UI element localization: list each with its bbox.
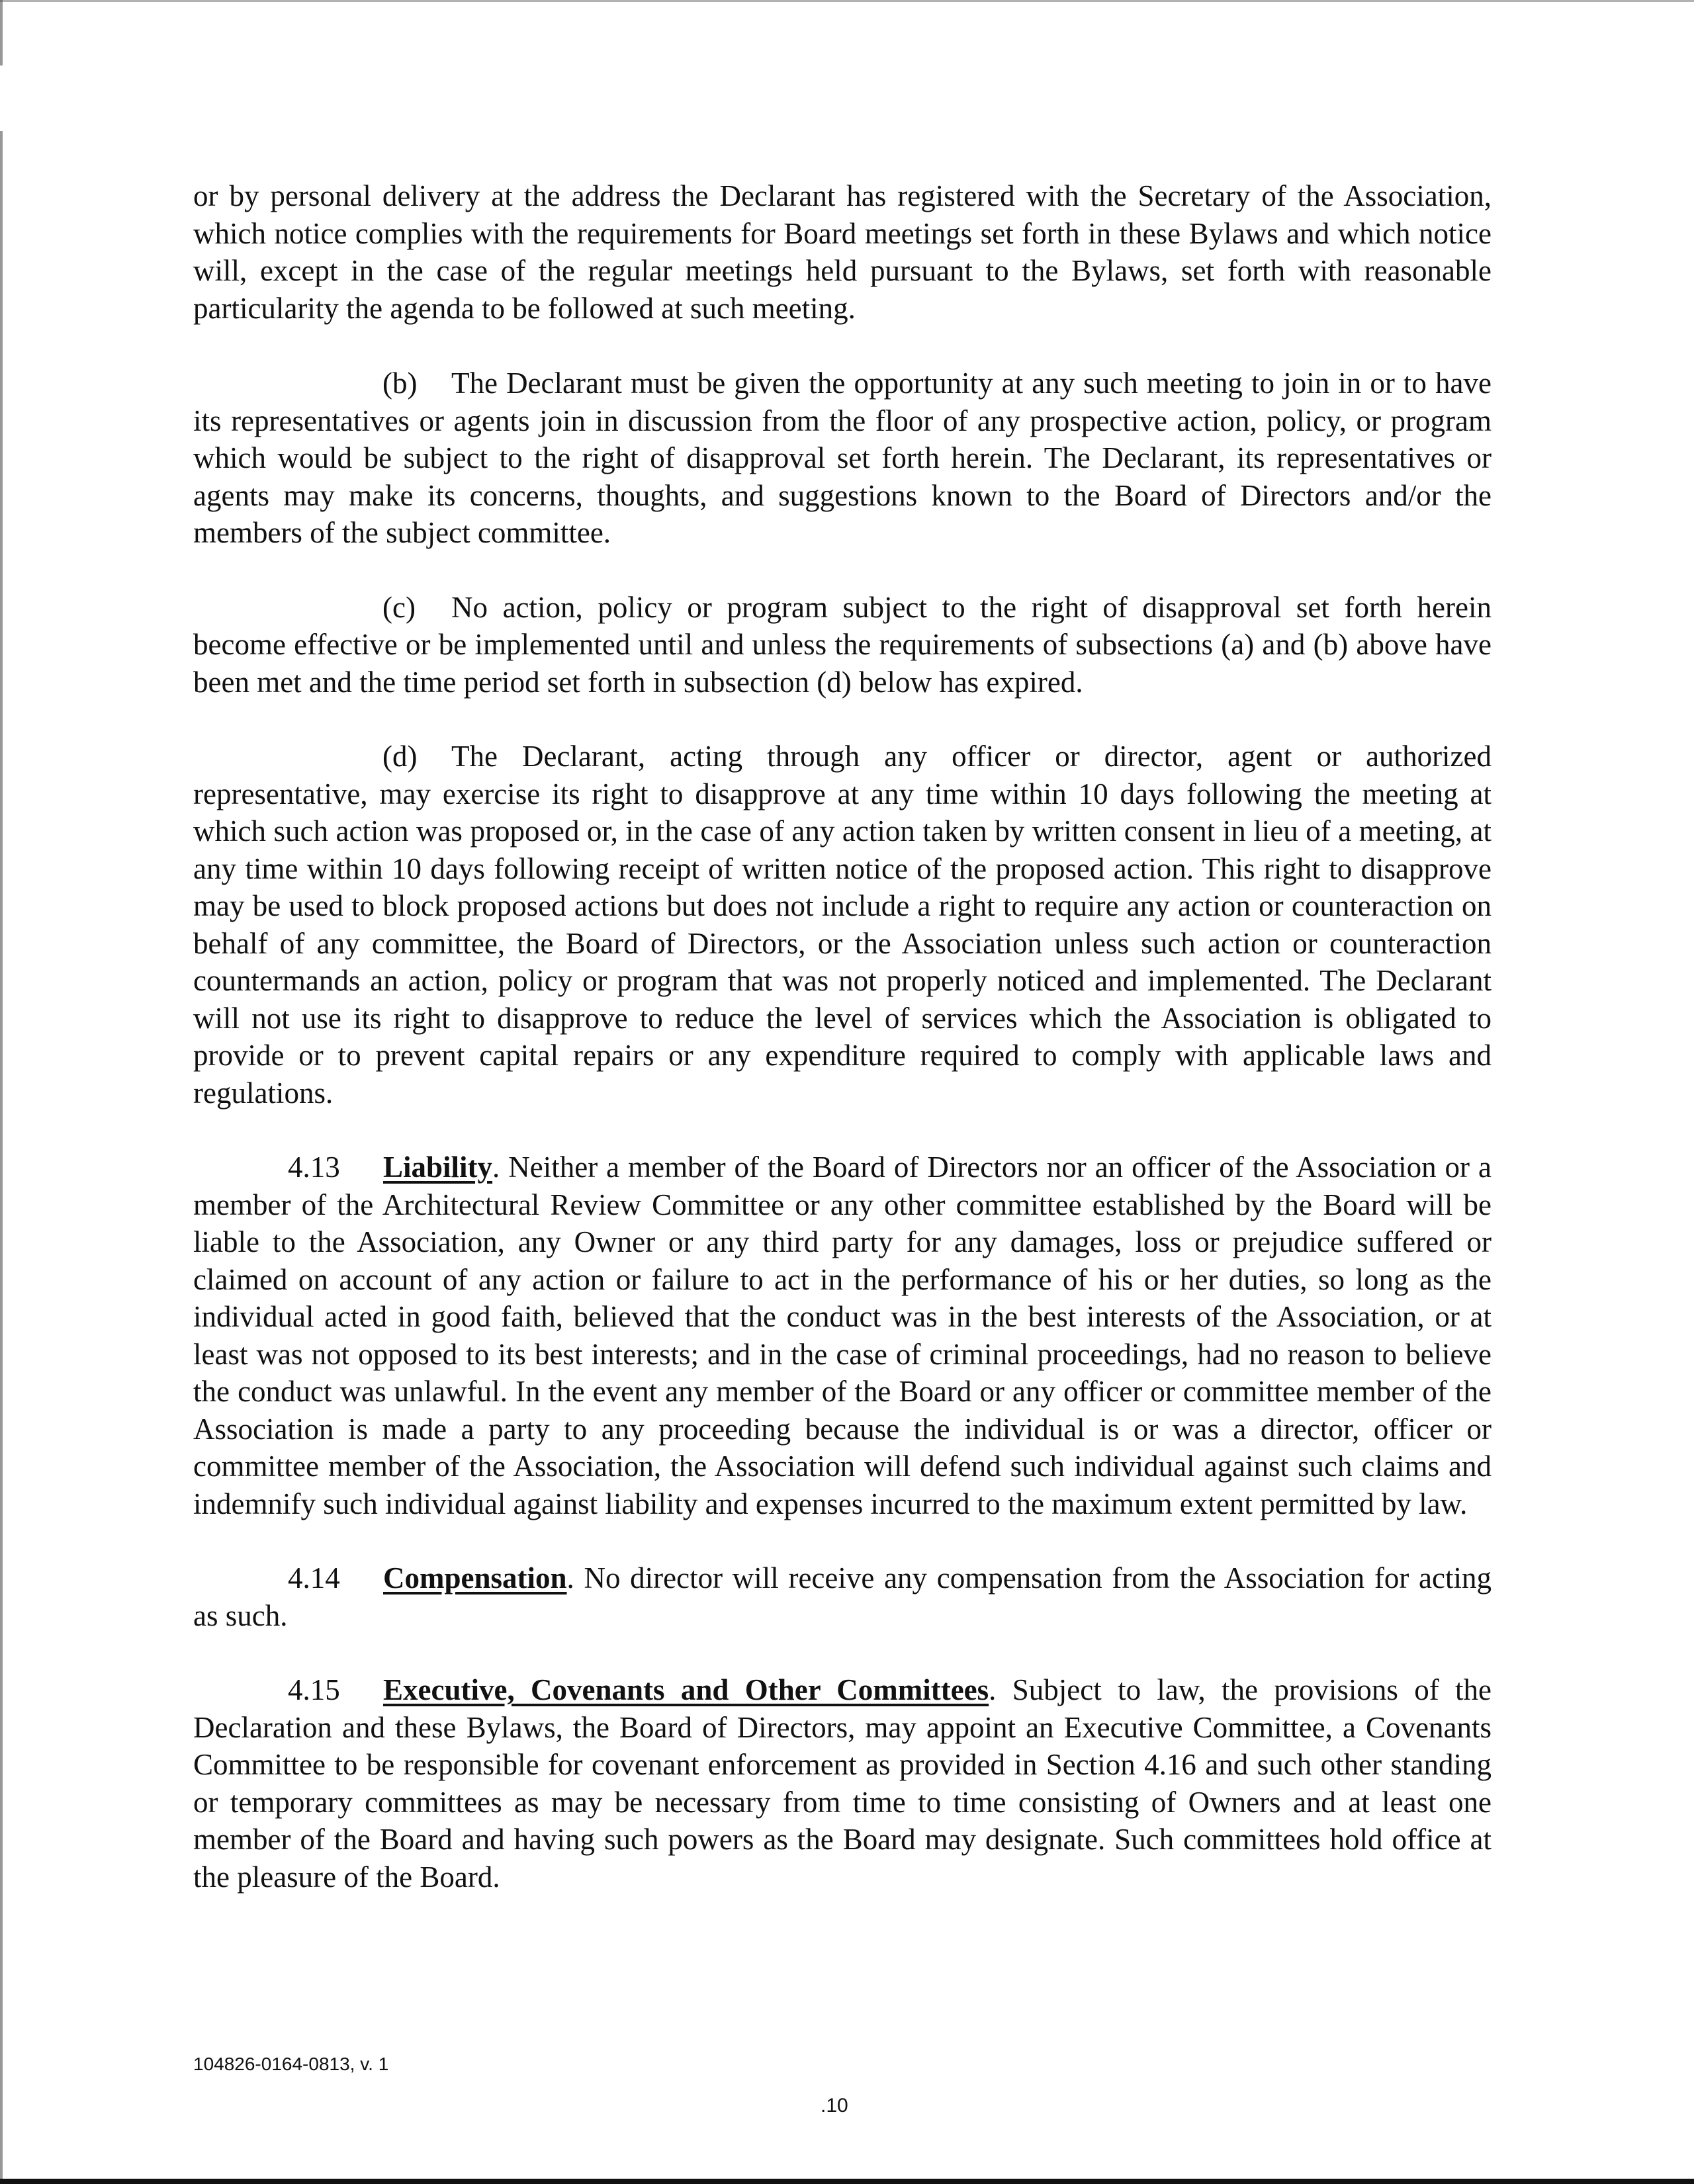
subsection-c-text: No action, policy or program subject to the right of disapproval set forth herein become effective or be implemented until and unless the requirements of subsections (a) and (b) above have been met and the time period set forth in subsection (d) below has expired. [193,590,1492,699]
document-id: 104826-0164-0813, v. 1 [193,2054,389,2074]
scan-edge-left [0,0,3,2184]
section-4-14-number: 4.14 [288,1561,340,1594]
section-4-13-number: 4.13 [288,1151,340,1184]
scan-edge-top [0,0,1694,2]
subsection-c-label: (c) [382,590,416,624]
section-4-14-heading: Compensation [383,1561,567,1594]
subsection-d-text: The Declarant, acting through any officer or director, agent or authorized representative, may exercise its right to disapprove at any time within 10 days following the meeting at which such action was proposed or, in the case of any action taken by written consent in lieu of a meeting, at any time within 10 days following receipt of written notice of the proposed action. This right to disapprove may be used to block proposed actions but does not include a right to require any action or counteraction on behalf of any committee, the Board of Directors, or the Association unless such action or counteraction countermands an action, policy or program that was not properly noticed and implemented. The Declarant will not use its right to disapprove to reduce the level of services which the Association is obligated to provide or to prevent capital repairs or any expenditure required to comply with applicable laws and regulations. [193,740,1492,1110]
page-number: .10 [821,2095,848,2117]
scan-edge-bottom [0,2179,1694,2184]
section-4-15 [193,1671,1492,1896]
subsection-d [193,738,1492,1112]
document-page [193,177,1492,1896]
section-4-15-heading: Executive, Covenants and Other Committees [383,1673,989,1706]
paragraph-notice-continuation: or by personal delivery at the address the Declarant has registered with the Secretary of the Association, which notice complies with the requirements for Board meetings set forth in these Bylaws and which notice will, except in the case of the regular meetings held pursuant to the Bylaws, set forth with reasonable particularity the agenda to be followed at such meeting. [193,179,1492,325]
subsection-b-text: The Declarant must be given the opportunity at any such meeting to join in or to have its representatives or agents join in discussion from the floor of any prospective action, policy, or program which would be subject to the right of disapproval set forth herein. The Declarant, its representatives or agents may make its concerns, thoughts, and suggestions known to the Board of Directors and/or the members of the subject committee. [193,367,1492,549]
section-4-15-text: . Subject to law, the provisions of the Declaration and these Bylaws, the Board of Directors, may appoint an Executive Committee, a Covenants Committee to be responsible for covenant enforcement as provided in Section 4.16 and such other standing or temporary committees as may be necessary from time to time consisting of Owners and at least one member of the Board and having such powers as the Board may designate. Such committees hold office at the pleasure of the Board. [193,1673,1492,1894]
subsection-b [193,365,1492,552]
section-4-13 [193,1149,1492,1522]
subsection-c [193,589,1492,701]
section-4-14 [193,1559,1492,1634]
subsection-b-label: (b) [382,367,418,400]
subsection-d-label: (d) [382,740,418,773]
section-4-13-text: . Neither a member of the Board of Directors nor an officer of the Association or a member of the Architectural Review Committee or any other committee established by the Board will be liable to the Association, any Owner or any third party for any damages, loss or prejudice suffered or claimed on account of any action or failure to act in the performance of his or her duties, so long as the individual acted in good faith, believed that the conduct was in the best interests of the Association, or at least was not opposed to its best interests; and in the case of criminal proceedings, had no reason to believe the conduct was unlawful. In the event any member of the Board or any officer or committee member of the Association is made a party to any proceeding because the individual is or was a director, officer or committee member of the Association, the Association will defend such individual against such claims and indemnify such individual against liability and expenses incurred to the maximum extent permitted by law. [193,1151,1492,1520]
section-4-13-heading: Liability [383,1151,493,1184]
section-4-15-number: 4.15 [288,1673,340,1706]
section-4-14-text: . No director will receive any compensation from the Association for acting as such. [193,1561,1492,1632]
